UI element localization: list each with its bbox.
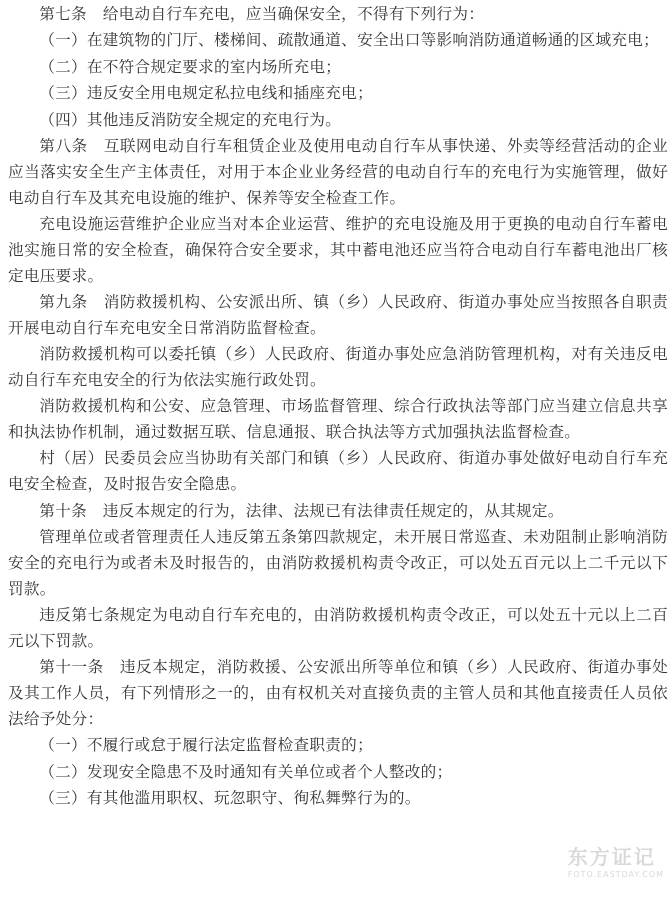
article-10-para-3: 违反第七条规定为电动自行车充电的，由消防救援机构责令改正，可以处五十元以上二百元以下罚款。 — [8, 606, 668, 650]
article-7-item-3: （三）违反安全用电规定私拉电线和插座充电； — [39, 84, 373, 103]
article-8-para-2: 充电设施运营维护企业应当对本企业运营、维护的充电设施及用于更换的电动自行车蓄电池实施日常的安全检查，确保符合安全要求，其中蓄电池还应当符合电动自行车蓄电池出厂核定电压要求。 — [8, 214, 668, 285]
article-11-item-1: （一）不履行或怠于履行法定监督检查职责的； — [39, 736, 373, 755]
article-11: 第十一条 违反本规定，消防救援、公安派出所等单位和镇（乡）人民政府、街道办事处及其工作人员，有下列情形之一的，由有权机关对直接负责的主管人员和其他直接责任人员依法给予处分： — [8, 658, 668, 728]
watermark-title: 东方证记 — [567, 845, 656, 869]
article-10-para-2: 管理单位或者管理责任人违反第五条第四款规定，未开展日常巡查、未劝阻制止影响消防安全的充电行为或者未及时报告的，由消防救援机构责令改正，可以处五百元以上二千元以下罚款。 — [8, 528, 668, 598]
article-7-item-1: （一）在建筑物的门厅、楼梯间、疏散通道、安全出口等影响消防通道畅通的区域充电； — [39, 31, 660, 50]
watermark-subtitle: FOTO.EASTDAY.COM — [567, 870, 664, 879]
article-7-item-2: （二）在不符合规定要求的室内场所充电； — [39, 57, 342, 76]
article-11-item-2: （二）发现安全隐患不及时通知有关单位或者个人整改的； — [39, 762, 453, 781]
article-11-item-3: （三）有其他滥用职权、玩忽职守、徇私舞弊行为的。 — [39, 789, 421, 807]
article-7-heading: 第七条 给电动自行车充电，应当确保安全，不得有下列行为： — [39, 5, 485, 23]
article-10: 第十条 违反本规定的行为，法律、法规已有法律责任规定的，从其规定。 — [39, 501, 564, 520]
watermark-logo — [568, 841, 664, 879]
article-7-item-4: （四）其他违反消防安全规定的充电行为。 — [39, 110, 342, 129]
article-9-para-2: 消防救援机构可以委托镇（乡）人民政府、街道办事处应急消防管理机构，对有关违反电动自行车充电安全的行为依法实施行政处罚。 — [8, 345, 668, 389]
article-8: 第八条 互联网电动自行车租赁企业及使用电动自行车从事快递、外卖等经营活动的企业应当落实安全生产主体责任，对用于本企业业务经营的电动自行车的充电行为实施管理，做好电动自行车及其充电设施的维护、保养等安全检查工作。 — [8, 136, 668, 207]
article-9-para-4: 村（居）民委员会应当协助有关部门和镇（乡）人民政府、街道办事处做好电动自行车充电安全检查，及时报告安全隐患。 — [8, 449, 668, 494]
article-9-para-3: 消防救援机构和公安、应急管理、市场监督管理、综合行政执法等部门应当建立信息共享和执法协作机制，通过数据互联、信息通报、联合执法等方式加强执法监督检查。 — [8, 397, 668, 442]
article-9: 第九条 消防救援机构、公安派出所、镇（乡）人民政府、街道办事处应当按照各自职责开展电动自行车充电安全日常消防监督检查。 — [8, 292, 668, 337]
